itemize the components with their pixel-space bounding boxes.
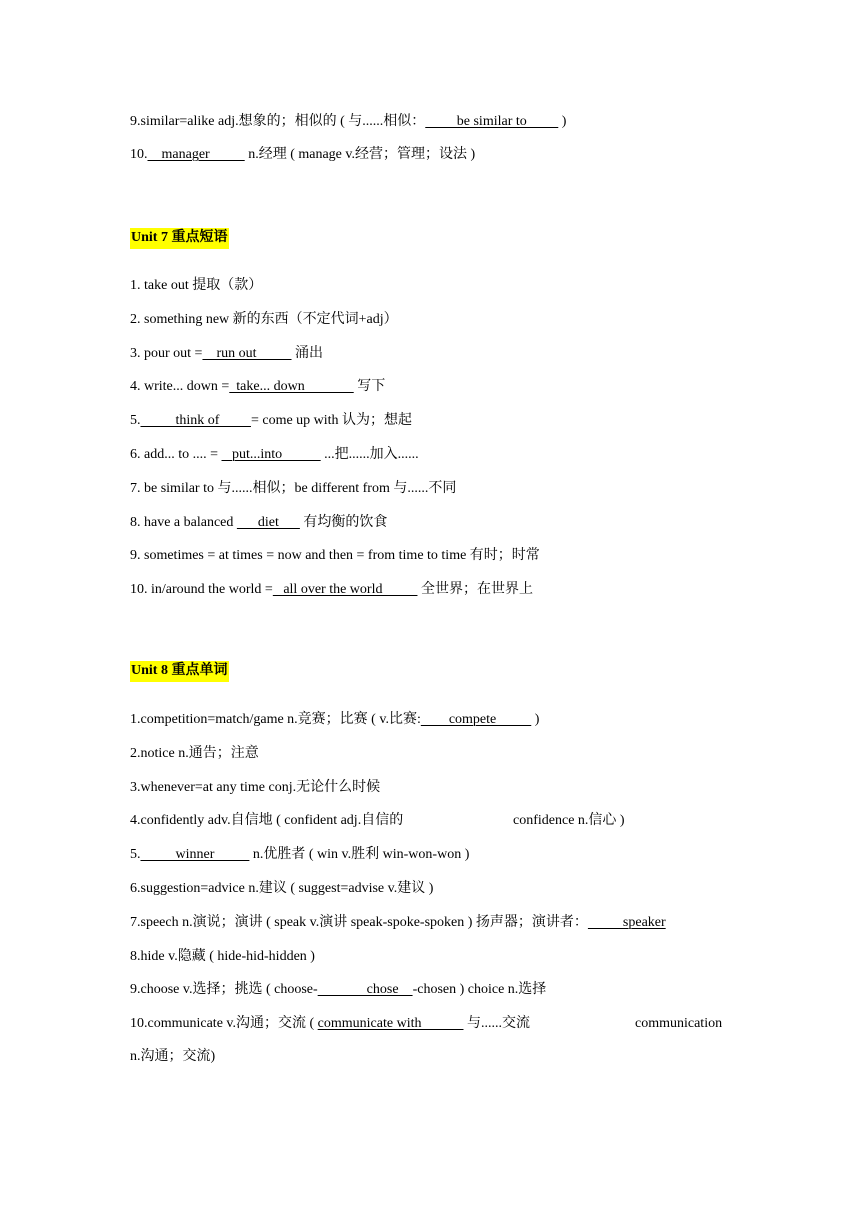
unit7-phrase-item: 5. think of = come up with 认为；想起 xyxy=(130,413,413,429)
answer-blank: communicate with xyxy=(317,1016,464,1032)
unit8-word-item: 4.confidently adv.自信地 ( confident adj.自信的 xyxy=(130,813,404,829)
answer-blank: all over the world xyxy=(272,582,418,598)
unit7-phrase-item: 7. be similar to 与......相似；be different from 与......不同 xyxy=(130,480,457,496)
unit7-phrase-item: 4. write... down = take... down 写下 xyxy=(130,379,386,395)
communication-entry: communication xyxy=(635,1016,723,1031)
unit7-phrase-item: 3. pour out = run out 涌出 xyxy=(130,345,324,361)
vocab-line-similar: 9.similar=alike adj.想象的；相似的 ( 与......相似： be similar to ) xyxy=(130,114,567,129)
answer-blank: run out xyxy=(202,345,292,361)
unit8-heading: Unit 8 重点单词 xyxy=(130,661,229,682)
answer-blank: compete xyxy=(420,712,532,727)
answer-blank: be similar to xyxy=(425,114,559,129)
unit8-word-item: 6.suggestion=advice n.建议 ( suggest=advise v.建议 ) xyxy=(130,881,434,896)
answer-blank: chose xyxy=(317,982,413,998)
answer-blank: diet xyxy=(236,514,300,530)
unit8-word-item: 9.choose v.选择；挑选 ( choose- chose -chosen ) choice n.选择 xyxy=(130,982,547,998)
vocab-line-manager: 10. manager n.经理 ( manage v.经营；管理；设法 ) xyxy=(130,147,476,162)
answer-blank: put...into xyxy=(221,447,321,462)
unit7-phrase-item: 9. sometimes = at times = now and then = from time to time 有时；时常 xyxy=(130,548,540,564)
unit8-word-item: 5. winner n.优胜者 ( win v.胜利 win-won-won ) xyxy=(130,847,470,863)
unit7-phrase-item: 6. add... to .... = put...into ...把......加入...... xyxy=(130,447,419,462)
confidence-entry: confidence n.信心 ) xyxy=(513,813,625,828)
communication-definition: n.沟通；交流) xyxy=(130,1049,216,1064)
answer-blank: take... down xyxy=(229,379,354,395)
answer-blank: speaker xyxy=(587,914,666,930)
unit7-phrase-item: 2. something new 新的东西（不定代词+adj） xyxy=(130,311,398,327)
unit7-phrase-item: 10. in/around the world = all over the world 全世界；在世界上 xyxy=(130,582,533,598)
unit7-phrase-item: 1. take out 提取（款） xyxy=(130,278,263,293)
unit7-heading: Unit 7 重点短语 xyxy=(130,228,229,249)
unit8-word-item: 8.hide v.隐藏 ( hide-hid-hidden ) xyxy=(130,948,315,964)
unit8-word-item: 2.notice n.通告；注意 xyxy=(130,745,259,761)
unit8-word-item: 1.competition=match/game n.竞赛；比赛 ( v.比赛: compete ) xyxy=(130,712,540,727)
unit8-word-item: 10.communicate v.沟通；交流 ( communicate with 与......交流 xyxy=(130,1016,530,1032)
answer-blank: think of xyxy=(140,413,251,429)
unit8-word-item: 7.speech n.演说；演讲 ( speak v.演讲 speak-spoke-spoken ) 扬声器；演讲者： speaker xyxy=(130,914,666,930)
unit8-word-item: 3.whenever=at any time conj.无论什么时候 xyxy=(130,779,381,795)
unit7-phrase-item: 8. have a balanced diet 有均衡的饮食 xyxy=(130,514,388,530)
answer-blank: manager xyxy=(147,147,245,162)
answer-blank: winner xyxy=(140,847,250,863)
